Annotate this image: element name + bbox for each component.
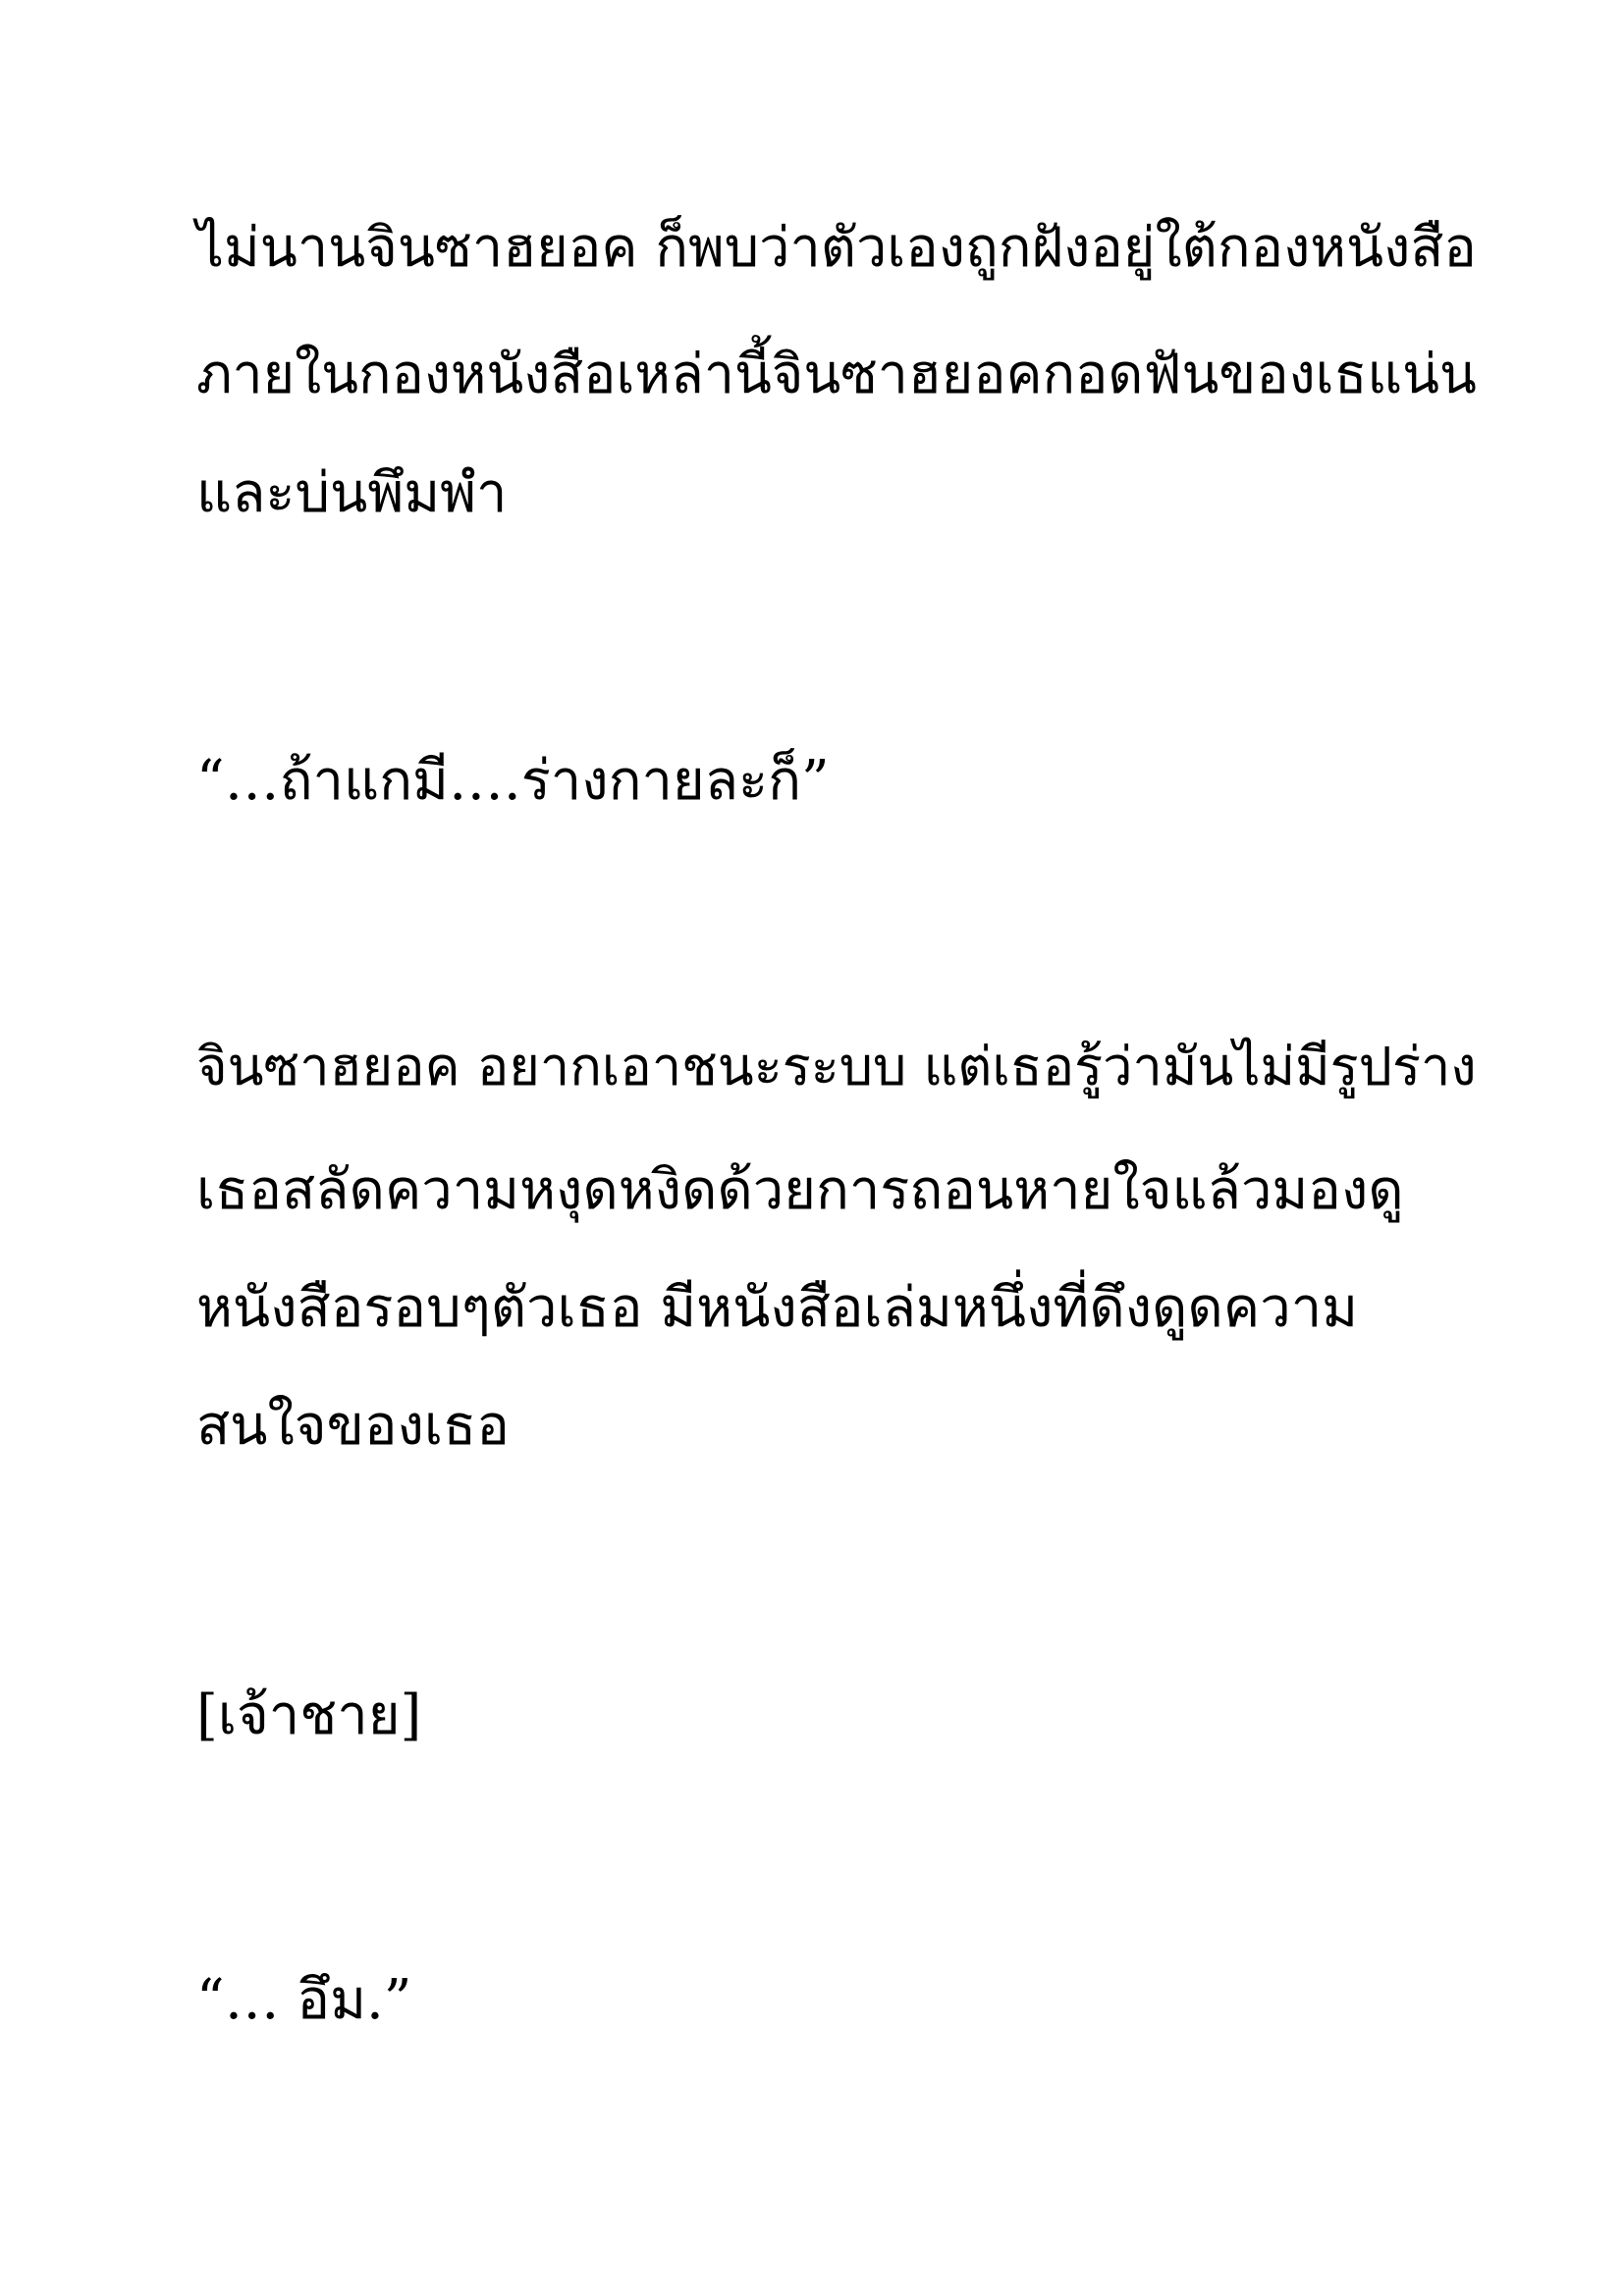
paragraph-2-line-2: เธอสลัดความหงุดหงิดด้วยการถอนหายใจแล้วมองดู xyxy=(196,1158,1404,1222)
dialogue-line-2: “… อึม.” xyxy=(196,1968,412,2032)
paragraph-2-line-1: จินซาฮยอค อยากเอาชนะระบบ แต่เธอรู้ว่ามันไม่มีรูปร่าง xyxy=(196,1036,1477,1097)
book-title-line: [เจ้าชาย] xyxy=(196,1683,422,1747)
paragraph-1-line-1: ไม่นานจินซาฮยอค ก็พบว่าตัวเองถูกฝังอยู่ใต้กองหนังสือ xyxy=(196,216,1477,280)
paragraph-2-line-4: สนใจของเธอ xyxy=(196,1394,510,1458)
paragraph-1-line-3: และบ่นพึมพำ xyxy=(196,461,508,525)
paragraph-1-line-2: ภายในกองหนังสือเหล่านี้จินซาฮยอคกอดฟันของเธแน่น xyxy=(196,344,1477,406)
dialogue-line-1: “…ถ้าแกมี….ร่างกายละก็” xyxy=(196,749,830,813)
paragraph-2-line-3: หนังสือรอบๆตัวเธอ มีหนังสือเล่มหนึ่งที่ดึงดูดความ xyxy=(196,1276,1359,1340)
